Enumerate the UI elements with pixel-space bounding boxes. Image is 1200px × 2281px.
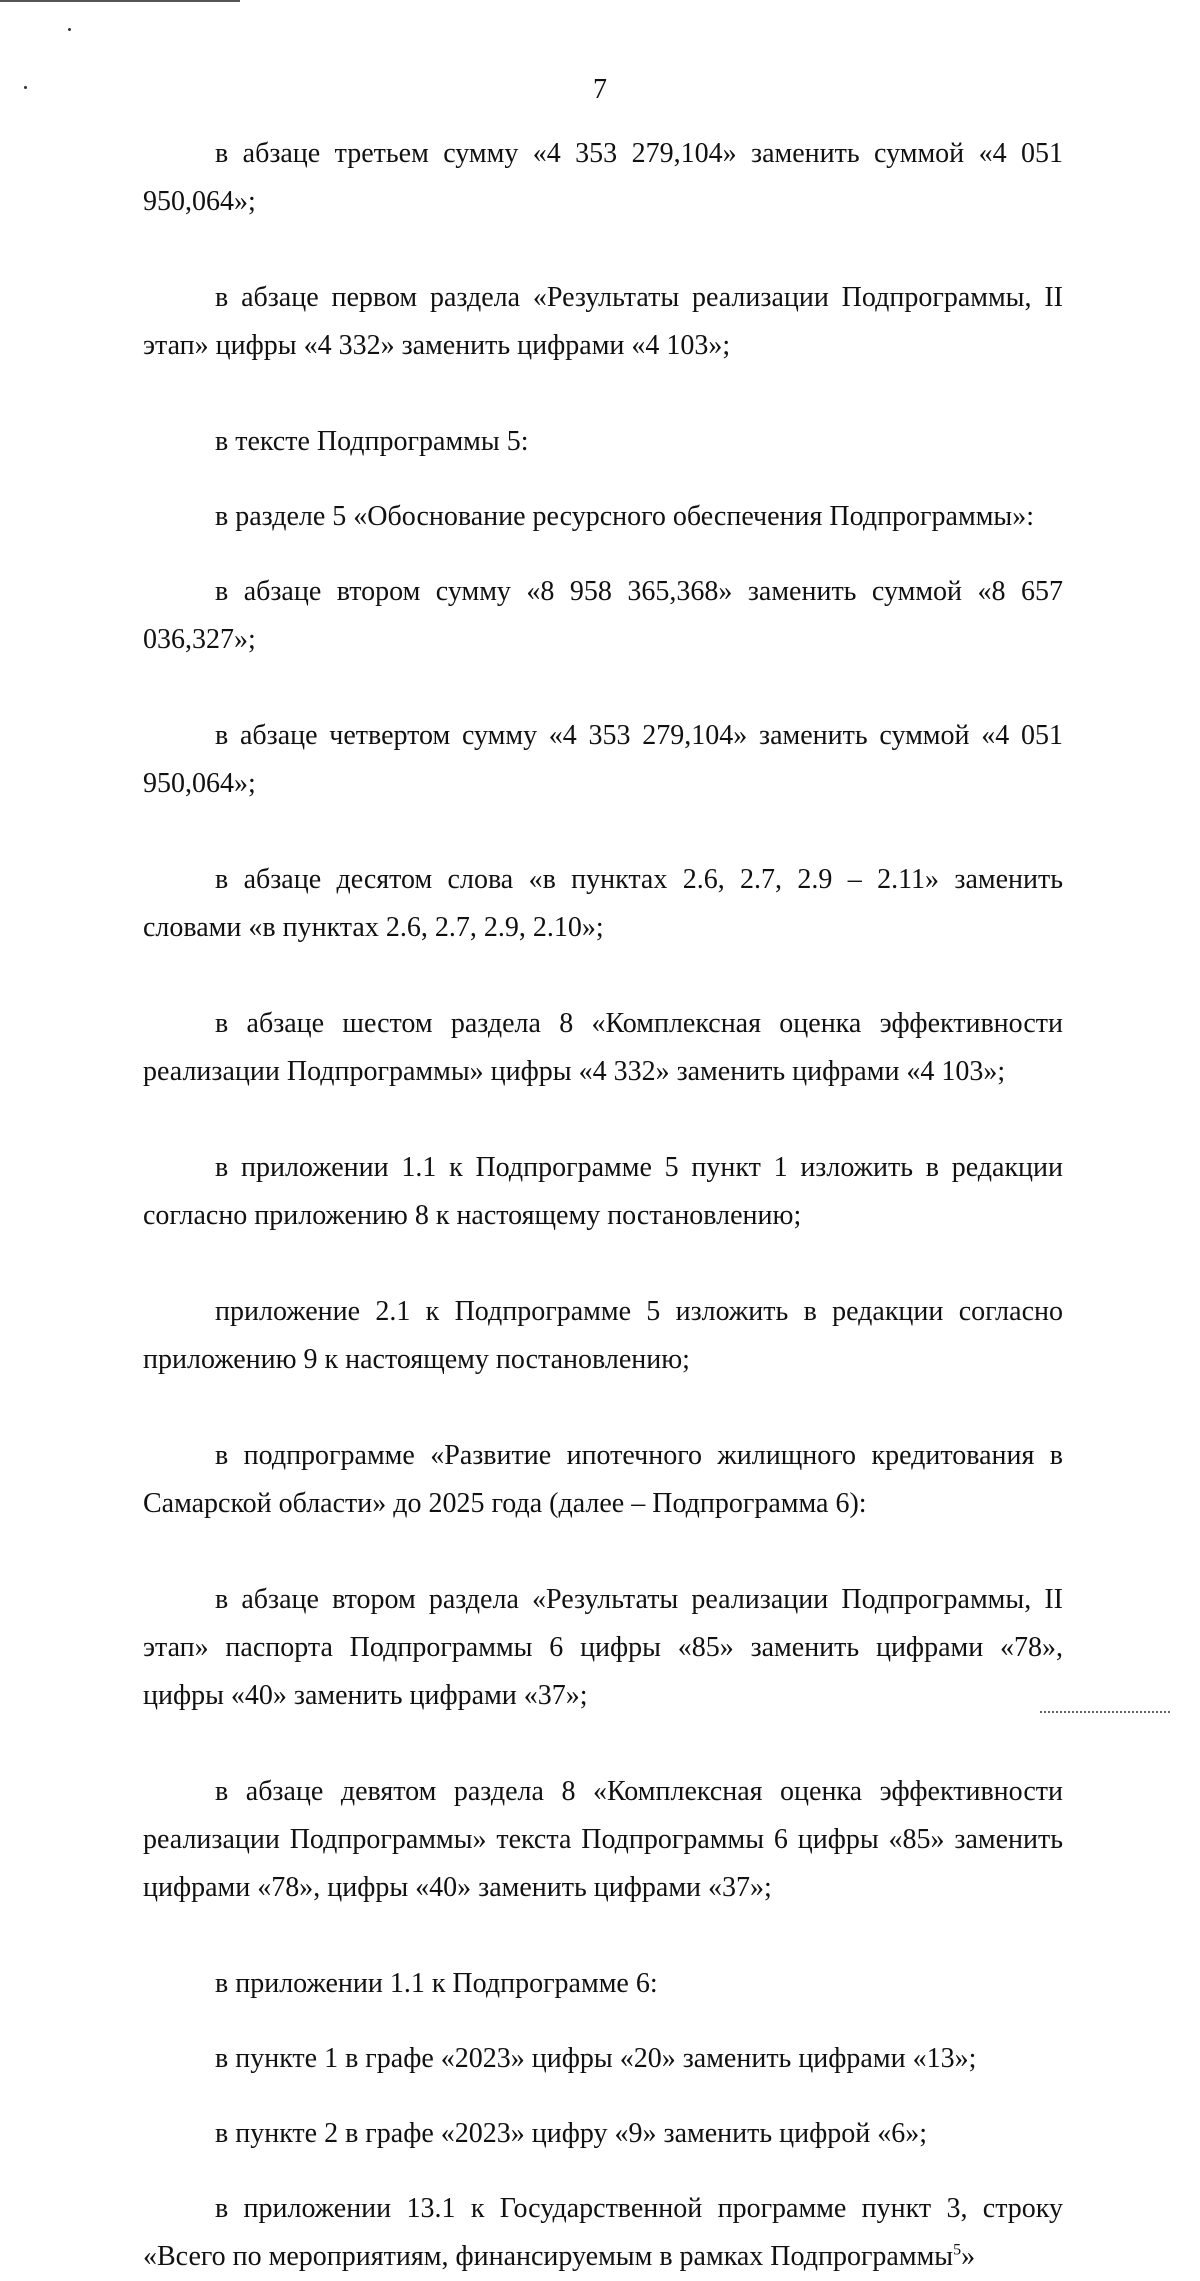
paragraph: в абзаце третьем сумму «4 353 279,104» заменить суммой «4 051 950,064»; <box>143 138 1063 217</box>
paragraph: в абзаце втором раздела «Результаты реализации Подпрограммы, II этап» паспорта Подпрограммы 6 цифры «85» заменить цифрами «78», цифры «40» заменить цифрами «37»; <box>143 1584 1063 1711</box>
paragraph: в абзаце первом раздела «Результаты реализации Подпрограммы, II этап» цифры «4 332» заменить цифрами «4 103»; <box>143 282 1063 361</box>
paragraph <box>143 2185 1063 2281</box>
scan-speck <box>68 28 71 31</box>
closing-quote: » <box>961 2241 976 2272</box>
paragraph: в приложении 1.1 к Подпрограмме 5 пункт 1 изложить в редакции согласно приложению 8 к настоящему постановлению; <box>143 1152 1063 1231</box>
footnote-marker: 5 <box>953 2241 962 2259</box>
paragraph: в тексте Подпрограммы 5: <box>215 426 529 457</box>
paragraph: в абзаце втором сумму «8 958 365,368» заменить суммой «8 657 036,327»; <box>143 576 1063 655</box>
paragraph: в разделе 5 «Обоснование ресурсного обеспечения Подпрограммы»: <box>215 501 1034 532</box>
paragraph: в подпрограмме «Развитие ипотечного жилищного кредитования в Самарской области» до 2025 года (далее – Подпрограмма 6): <box>143 1440 1063 1519</box>
paragraph: в приложении 1.1 к Подпрограмме 6: <box>215 1968 658 1999</box>
paragraph: в абзаце девятом раздела 8 «Комплексная оценка эффективности реализации Подпрограммы» текста Подпрограммы 6 цифры «85» заменить цифрами «78», цифры «40» заменить цифрами «37»; <box>143 1776 1063 1903</box>
paragraph: приложение 2.1 к Подпрограмме 5 изложить в редакции согласно приложению 9 к настоящему постановлению; <box>143 1296 1063 1375</box>
paragraph: в абзаце десятом слова «в пунктах 2.6, 2.7, 2.9 – 2.11» заменить словами «в пунктах 2.6, 2.7, 2.9, 2.10»; <box>143 864 1063 943</box>
page-number: 7 <box>593 74 607 105</box>
scan-edge-line <box>0 0 240 2</box>
document-body <box>143 130 1063 2281</box>
paragraph: в пункте 1 в графе «2023» цифры «20» заменить цифрами «13»; <box>215 2043 977 2074</box>
scan-edge-line <box>1040 1711 1170 1714</box>
paragraph-text: в приложении 13.1 к Государственной программе пункт 3, строку «Всего по мероприятиям, финансируемым в рамках Подпрограммы <box>143 2193 1063 2272</box>
paragraph: в пункте 2 в графе «2023» цифру «9» заменить цифрой «6»; <box>215 2118 928 2149</box>
paragraph: в абзаце шестом раздела 8 «Комплексная оценка эффективности реализации Подпрограммы» цифры «4 332» заменить цифрами «4 103»; <box>143 1008 1063 1087</box>
paragraph: в абзаце четвертом сумму «4 353 279,104» заменить суммой «4 051 950,064»; <box>143 720 1063 799</box>
